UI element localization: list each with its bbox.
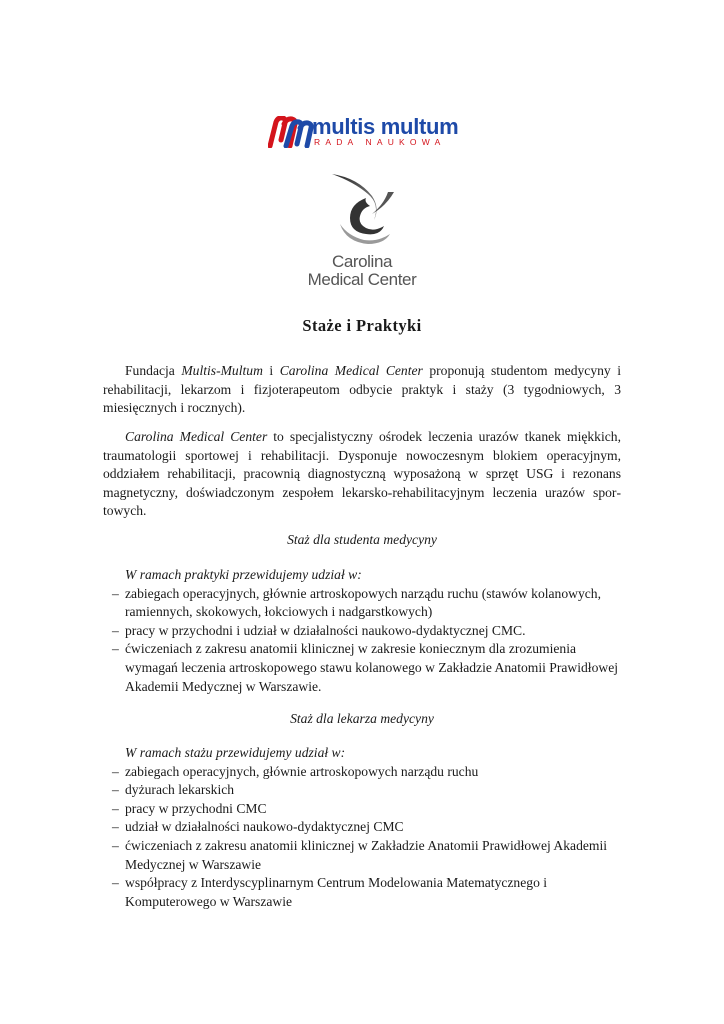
intro-text: i [262,363,280,378]
intro-emphasis: Carolina Medical Center [279,363,423,378]
intro-paragraph [103,362,621,418]
student-section [125,566,625,696]
center-description-text: to specjalistyczny ośrodek leczenia urazów tkanek miękkich, traumatologii sportowej i rehabilitacji. Dysponuje nowoczesnym blokiem operacyjnym, oddziałem rehabilitacji, pracownią diagnostyczną wyposażoną w sprzęt USG i rezonans magnetyczny, doświadczonym zespołem lekarsko-rehabilitacyjnym leczenia urazów sportowych. [103,429,621,518]
student-list-intro: W ramach praktyki przewidujemy udział w: [125,567,362,582]
list-item: – zabiegach operacyjnych, głównie artroskopowych narządu ruchu [112,763,625,782]
intro-emphasis: Multis-Multum [181,363,263,378]
carolina-logo-line2: Medical Center [307,270,417,289]
student-section-heading: Staż dla studenta medycyny [287,532,437,547]
multis-multum-logo-subtitle: RADA NAUKOWA [314,137,446,147]
page-title: Staże i Praktyki [302,316,422,335]
doctor-list [125,763,625,912]
multis-multum-logo [268,116,464,150]
center-description-paragraph [103,428,621,521]
doctor-section-heading: Staż dla lekarza medycyny [290,711,434,726]
multis-multum-mark-icon [268,116,314,148]
carolina-swirl-icon [328,172,398,248]
intro-text: Fundacja [125,363,182,378]
student-list [125,585,625,697]
list-item: – dyżurach lekarskich [112,781,625,800]
multis-multum-logo-text: multis multum [312,114,459,139]
carolina-medical-center-logo [300,172,424,294]
doctor-section [125,744,625,911]
list-item: – zabiegach operacyjnych, głównie artroskopowych narządu ruchu (stawów kolanowych, ramiennych, skokowych, łokciowych i nadgarstkowych) [112,585,625,622]
carolina-logo-line1: Carolina [331,252,393,271]
intro-text: proponują studentom medycyny i rehabilitacji, lekarzom i fizjoterapeutom odbycie praktyk i staży (3 tygodniowych, 3 miesięcznych i rocznych). [103,363,621,415]
list-item: – ćwiczeniach z zakresu anatomii klinicznej w zakresie koniecznym dla zrozumienia wymagań leczenia artroskopowego stawu kolanowego w Zakładzie Anatomii Prawidłowej Akademii Medycznej w Warszawie. [112,640,625,696]
list-item: – pracy w przychodni i udział w działalności naukowo-dydaktycznej CMC. [112,622,625,641]
list-item: – ćwiczeniach z zakresu anatomii klinicznej w Zakładzie Anatomii Prawidłowej Akademii Medycznej w Warszawie [112,837,625,874]
center-name-emphasis: Carolina Medical Center [125,429,268,444]
list-item: – udział w działalności naukowo-dydaktycznej CMC [112,818,625,837]
list-item: – współpracy z Interdyscyplinarnym Centrum Modelowania Matematycznego i Komputerowego w Warszawie [112,874,625,911]
list-item: – pracy w przychodni CMC [112,800,625,819]
doctor-list-intro: W ramach stażu przewidujemy udział w: [125,745,346,760]
